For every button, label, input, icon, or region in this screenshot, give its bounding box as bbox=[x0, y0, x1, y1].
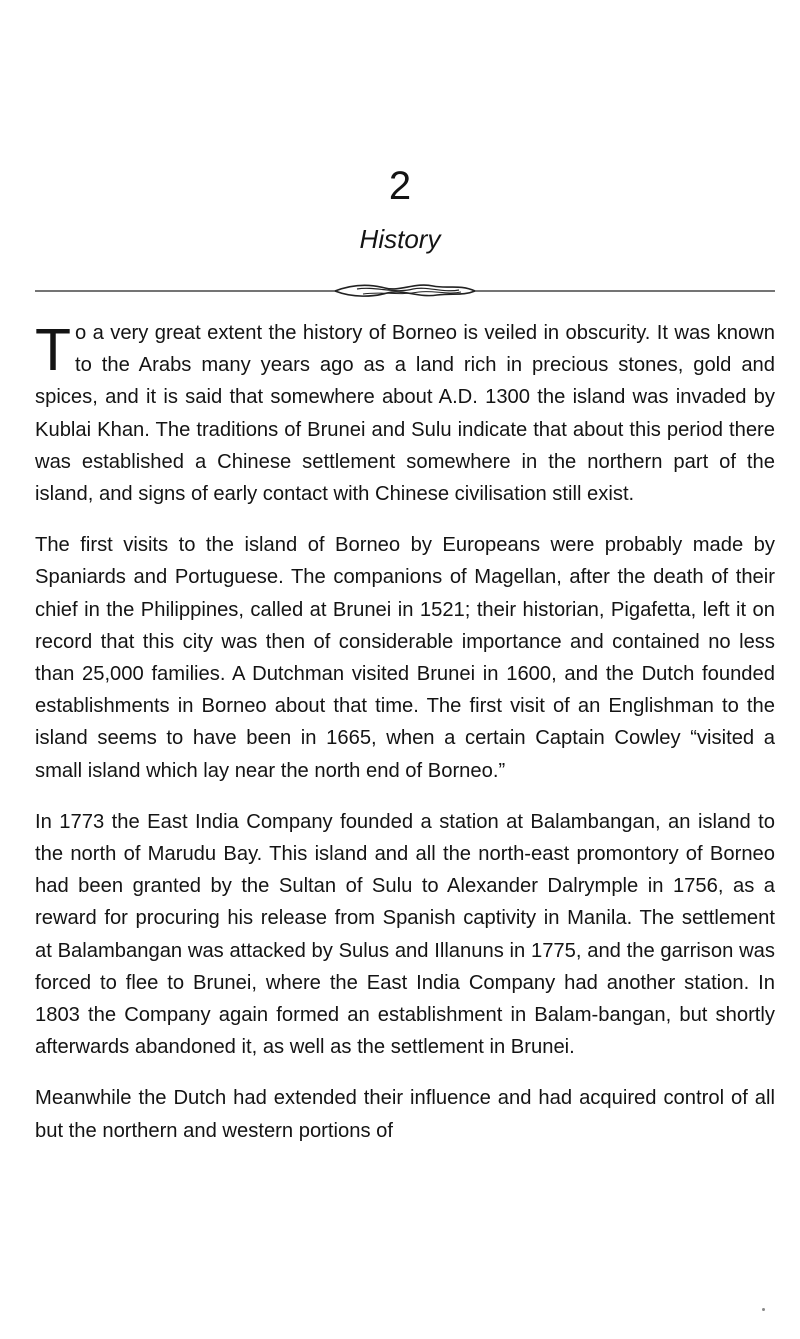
paragraph-2: The first visits to the island of Borneo by Europeans were probably made by Spaniards and Portuguese. The companions of Magellan, after the death of their chief in the Philippines, called at Brunei in 1521; their historian, Pigafetta, left it on record that this city was then of considerable importance and contained no less than 25,000 families. A Dutchman visited Brunei in 1600, and the Dutch founded establishments in Borneo about that time. The first visit of an Englishman to the island seems to have been in 1665, when a certain Captain Cowley “visited a small island which lay near the north end of Borneo.” bbox=[35, 534, 775, 782]
chapter-number: 2 bbox=[388, 164, 412, 208]
paragraph-1-text: o a very great extent the history of Borneo is veiled in obscurity. It was known to the Arabs many years ago as a land rich in precious stones, gold and spices, and it is said that somewhere about A.D. 1300 the island was invaded by Kublai Khan. The traditions of Brunei and Sulu indicate that about this period there was established a Chinese settlement somewhere in the northern part of the island, and signs of early contact with Chinese civilisation still exist. bbox=[35, 322, 775, 506]
paragraph-3: In 1773 the East India Company founded a station at Balambangan, an island to the north of Marudu Bay. This island and all the north-east promontory of Borneo had been granted by the Sultan of Sulu to Alexander Dalrymple in 1756, as a reward for procuring his release from Spanish captivity in Manila. The settlement at Balambangan was attacked by Sulus and Illanuns in 1775, and the garrison was forced to flee to Brunei, where the East India Company had another station. In 1803 the Company again formed an establishment in Balam-bangan, but shortly afterwards abandoned it, as well as the settlement in Brunei. bbox=[35, 810, 775, 1059]
paragraph-1 bbox=[35, 317, 775, 510]
paragraph-4: Meanwhile the Dutch had extended their influence and had acquired control of all but the northern and western portions of bbox=[35, 1087, 775, 1142]
chapter-title: History bbox=[359, 224, 441, 254]
page-speck bbox=[762, 1308, 765, 1311]
drop-cap: T bbox=[35, 317, 72, 383]
decorative-rule-icon bbox=[35, 280, 775, 302]
body-text bbox=[35, 317, 775, 1166]
